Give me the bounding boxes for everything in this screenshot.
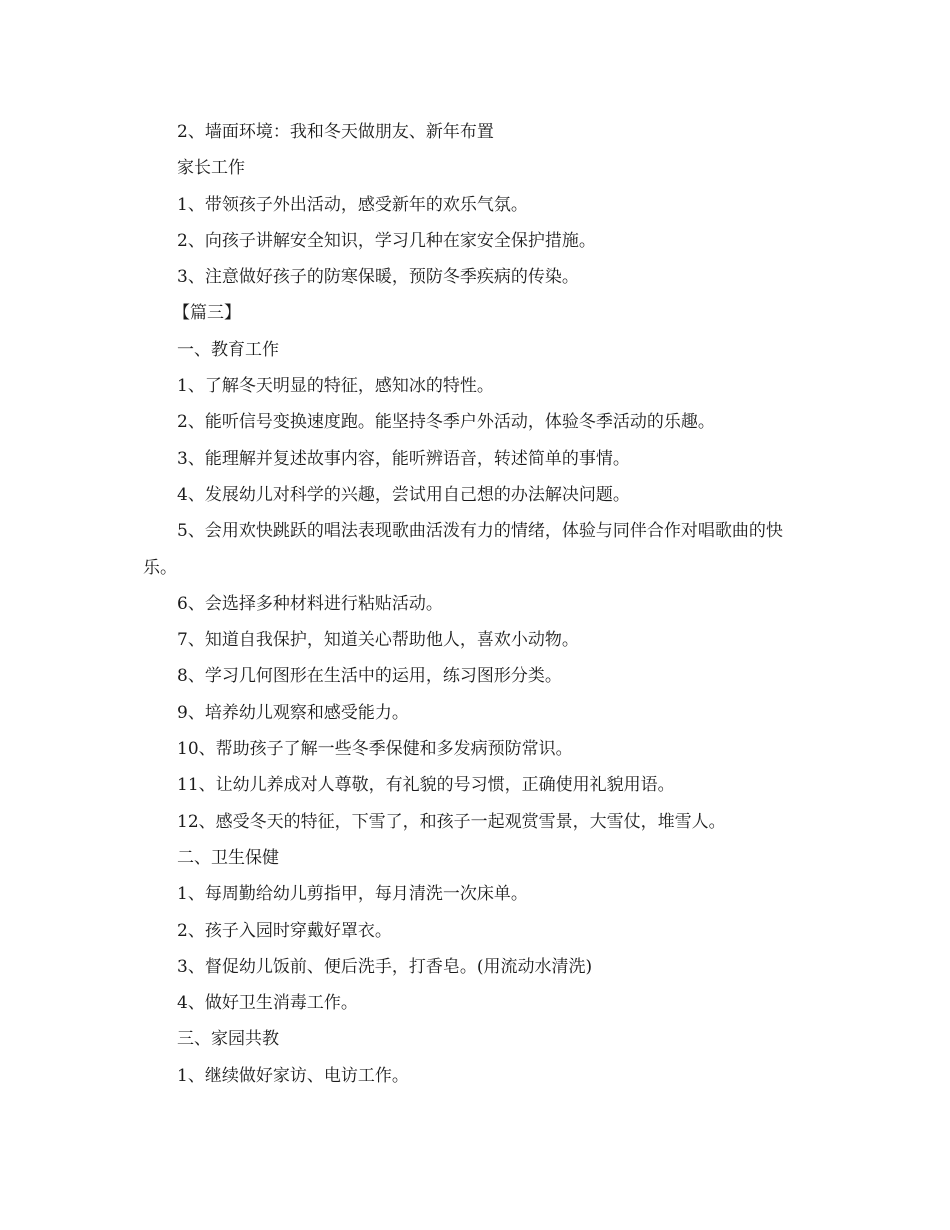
paragraph-edu-4: 4、发展幼儿对科学的兴趣，尝试用自己想的办法解决问题。	[177, 484, 630, 505]
paragraph-health-2: 2、孩子入园时穿戴好罩衣。	[177, 920, 392, 941]
paragraph-health-4: 4、做好卫生消毒工作。	[177, 993, 358, 1014]
paragraph-parent-3: 3、注意做好孩子的防寒保暖，预防冬季疾病的传染。	[177, 267, 579, 288]
heading-home-school: 三、家园共教	[177, 1029, 279, 1050]
paragraph-edu-12: 12、感受冬天的特征，下雪了，和孩子一起观赏雪景，大雪仗，堆雪人。	[177, 811, 726, 832]
paragraph-health-1: 1、每周勤给幼儿剪指甲，每月清洗一次床单。	[177, 884, 528, 905]
paragraph-edu-9: 9、培养幼儿观察和感受能力。	[177, 702, 409, 723]
paragraph-edu-7: 7、知道自我保护，知道关心帮助他人，喜欢小动物。	[177, 630, 579, 651]
paragraph-edu-10: 10、帮助孩子了解一些冬季保健和多发病预防常识。	[177, 739, 573, 760]
paragraph-edu-3: 3、能理解并复述故事内容，能听辨语音，转述简单的事情。	[177, 448, 630, 469]
paragraph-edu-5: 5、会用欢快跳跃的唱法表现歌曲活泼有力的情绪，体验与同伴合作对唱歌曲的快乐。	[143, 521, 783, 578]
heading-parent-work: 家长工作	[177, 158, 245, 179]
paragraph-parent-2: 2、向孩子讲解安全知识，学习几种在家安全保护措施。	[177, 230, 596, 251]
document-body	[143, 114, 808, 1094]
heading-health-care: 二、卫生保健	[177, 847, 279, 868]
paragraph-health-3: 3、督促幼儿饭前、便后洗手，打香皂。(用流动水清洗)	[177, 956, 593, 977]
heading-part-three: 【篇三】	[173, 303, 241, 324]
paragraph-edu-2: 2、能听信号变换速度跑。能坚持冬季户外活动，体验冬季活动的乐趣。	[177, 412, 715, 433]
paragraph-home-school-1: 1、继续做好家访、电访工作。	[177, 1065, 409, 1086]
paragraph-edu-1: 1、了解冬天明显的特征，感知冰的特性。	[177, 376, 494, 397]
heading-education-work: 一、教育工作	[177, 339, 279, 360]
paragraph-wall-environment: 2、墙面环境：我和冬天做朋友、新年布置	[177, 122, 494, 142]
paragraph-parent-1: 1、带领孩子外出活动，感受新年的欢乐气氛。	[177, 194, 528, 215]
paragraph-edu-6: 6、会选择多种材料进行粘贴活动。	[177, 593, 443, 614]
paragraph-edu-8: 8、学习几何图形在生活中的运用，练习图形分类。	[177, 666, 562, 687]
paragraph-edu-11: 11、让幼儿养成对人尊敬，有礼貌的号习惯，正确使用礼貌用语。	[177, 775, 675, 796]
